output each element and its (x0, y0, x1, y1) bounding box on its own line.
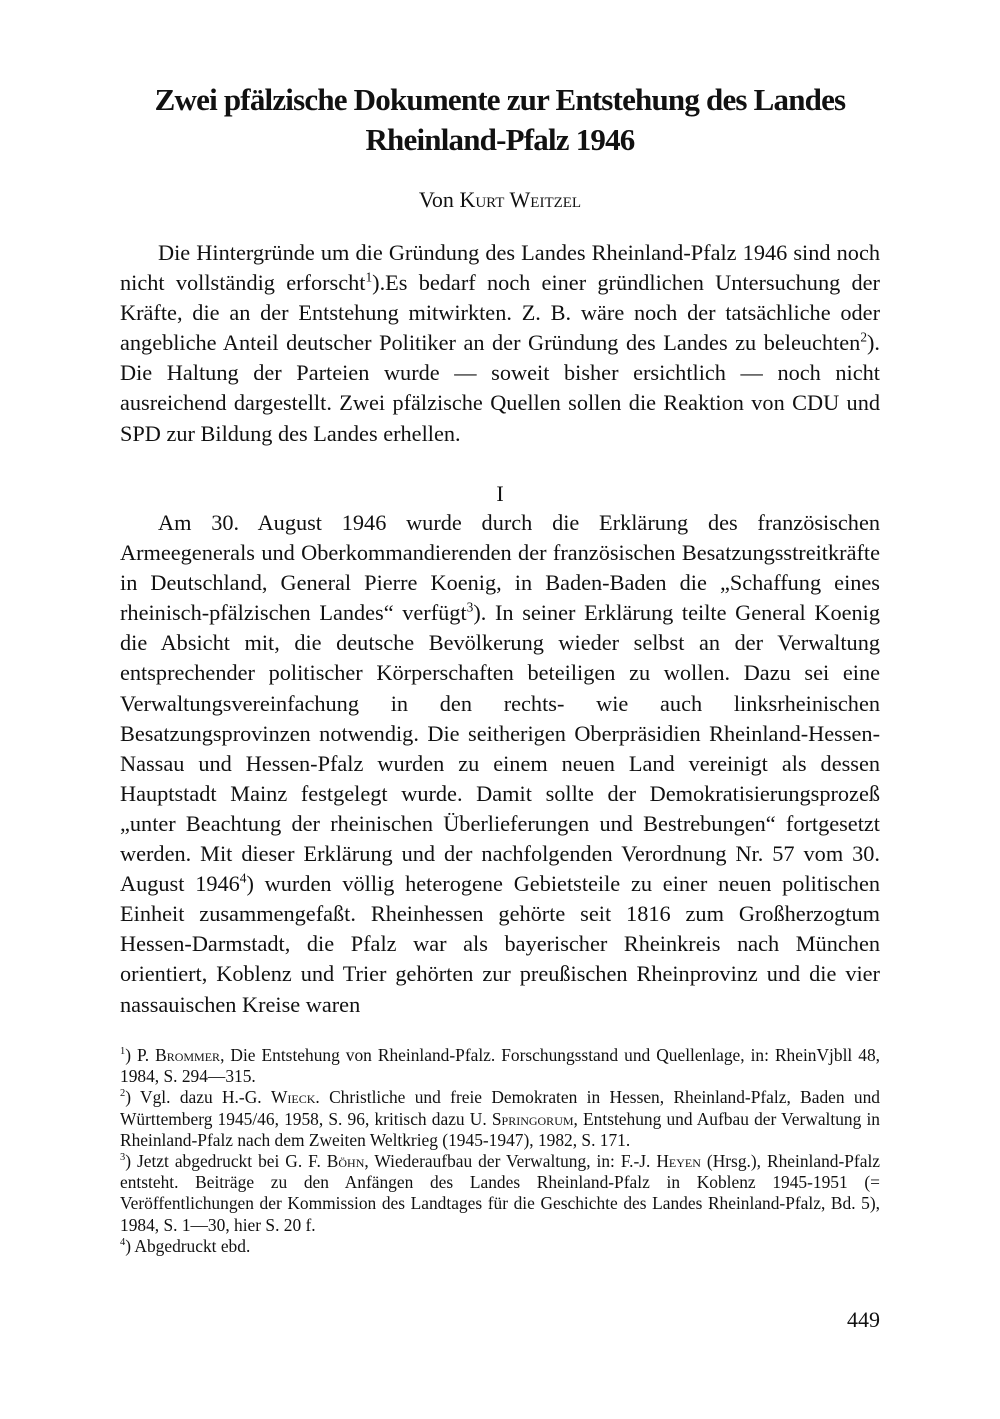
footnote-author: Springorum (491, 1108, 574, 1129)
intro-text-3: ). Die Haltung der Parteien wurde — soweit bisher ersichtlich — noch nicht ausreichend dargestellt. Zwei pfälzische Quellen sollen die Reaktion von CDU und SPD zur Bildung des Landes erhellen. (120, 330, 880, 446)
page-number: 449 (847, 1307, 880, 1332)
section-text-2: ). In seiner Erklärung teilte General Koenig die Absicht mit, die deutsche Bevölkerung wieder selbst an der Verwaltung entsprechender politischer Körperschaften beteiligen zu wollen. Dazu sei eine Verwaltungsvereinfachung in den rechts- wie auch linksrheinischen Besatzungsprovinzen notwendig. Die seitherigen Oberpräsidien Rheinland-Hessen-Nassau und Hessen-Pfalz wurden zu einem neuen Land vereinigt als dessen Hauptstadt Mainz festgelegt wurde. Damit sollte der Demokratisierungsprozeß „unter Beachtung der rheinischen Überlieferungen und Bestrebungen“ fortgesetzt werden. Mit dieser Erklärung und der nachfolgenden Verordnung Nr. 57 vom 30. August 1946 (120, 600, 880, 897)
section-heading: I (496, 481, 504, 506)
footnote-text: . Christliche und freie Demokraten in Hessen, Rheinland-Pfalz, Baden und Württemberg 1945/46, 1958, S. 96, kritisch dazu U. (120, 1087, 881, 1129)
section-text-3: ) wurden völlig heterogene Gebietsteile zu einer neuen politischen Einheit zusammengefaßt. Rheinhessen gehörte seit 1816 zum Großherzogtum Hessen-Darmstadt, die Pfalz war als bayerischer Rheinkreis nach München orientiert, Koblenz und Trier gehörten zur preußischen Rheinprovinz und die vier nassauischen Kreise waren (120, 871, 880, 1017)
section-1-paragraph (120, 508, 880, 1020)
footnote-text: ) Vgl. dazu H.-G. (125, 1087, 271, 1108)
footnote-text: ) Abgedruckt ebd. (125, 1235, 251, 1256)
footnote-2 (120, 1087, 880, 1151)
footnote-ref-4[interactable]: 4 (239, 870, 247, 886)
footnote-number: 4 (120, 1237, 126, 1249)
footnotes (120, 1045, 880, 1257)
footnote-ref-3[interactable]: 3 (466, 599, 474, 615)
section-text-1: Am 30. August 1946 wurde durch die Erklärung des französischen Armeegenerals und Oberkommandierenden der französischen Besatzungsstreitkräfte in Deutschland, General Pierre Koenig, in Baden-Baden die „Schaffung eines rheinisch-pfälzischen Landes“ verfügt (120, 510, 880, 626)
article-title (120, 80, 880, 160)
title-line-2: Rheinland-Pfalz 1946 (365, 122, 635, 157)
footnote-4 (120, 1236, 880, 1257)
intro-paragraph (120, 238, 880, 449)
footnote-ref-1[interactable]: 1 (365, 269, 373, 285)
title-line-1: Zwei pfälzische Dokumente zur Entstehung des Landes (154, 82, 846, 117)
footnote-author: Böhn (326, 1151, 365, 1172)
footnote-author: Wieck (270, 1087, 316, 1108)
footnote-number: 2 (120, 1088, 126, 1100)
author-name: Kurt Weitzel (459, 187, 582, 212)
footnote-text: , Entstehung und Aufbau der Verwaltung in Rheinland-Pfalz nach dem Zweiten Weltkrieg (1945-1947), 1982, S. 171. (120, 1108, 880, 1150)
footnote-text: , Wiederaufbau der Verwaltung, in: F.-J. (364, 1151, 657, 1172)
footnote-1 (120, 1045, 880, 1087)
intro-text-2: ).Es bedarf noch einer gründlichen Untersuchung der Kräfte, die an der Entstehung mitwirkten. Z. B. wäre noch der tatsächliche oder angebliche Anteil deutscher Politiker an der Gründung des Landes zu beleuchten (120, 270, 880, 356)
footnote-text: , Die Entstehung von Rheinland-Pfalz. Forschungsstand und Quellenlage, in: RheinVjbll 48, 1984, S. 294—315. (120, 1045, 880, 1087)
footnote-author: Brommer (155, 1045, 221, 1065)
footnote-3 (120, 1151, 880, 1236)
footnote-author: Heyen (656, 1151, 701, 1172)
footnote-text: ) Jetzt abgedruckt bei G. F. (125, 1151, 327, 1172)
author-line (120, 186, 880, 214)
footnote-text: (Hrsg.), Rheinland-Pfalz entsteht. Beiträge zu den Anfängen des Landes Rheinland-Pfalz in Koblenz 1945-1951 (= Veröffentlichungen der Kommission des Landtages für die Geschichte des Landes Rheinland-Pfalz, Bd. 5), 1984, S. 1—30, hier S. 20 f. (120, 1151, 880, 1235)
footnote-text: ) P. (125, 1045, 156, 1065)
footnote-ref-2[interactable]: 2 (860, 329, 867, 345)
author-prefix: Von (418, 187, 460, 212)
intro-text-1: Die Hintergründe um die Gründung des Landes Rheinland-Pfalz 1946 sind noch nicht vollständig erforscht (120, 240, 880, 296)
footnote-number: 1 (120, 1046, 126, 1058)
footnote-number: 3 (120, 1152, 126, 1164)
